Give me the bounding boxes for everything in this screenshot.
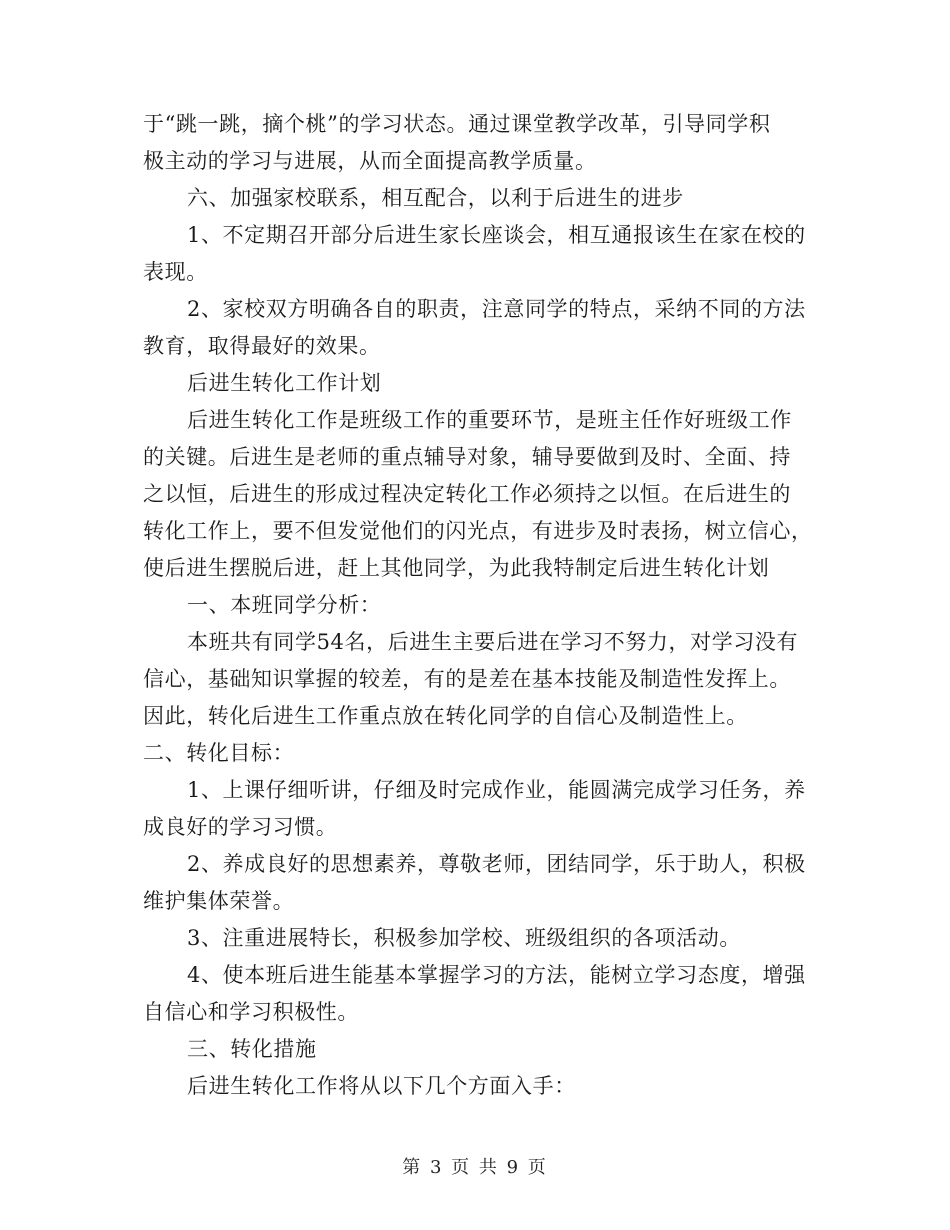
- text-line: 转化工作上，要不但发觉他们的闪光点，有进步及时表扬，树立信心，: [143, 519, 813, 543]
- paragraph: [143, 402, 813, 587]
- paragraph: [143, 1068, 807, 1105]
- text-line: 因此，转化后进生工作重点放在转化同学的自信心及制造性上。: [143, 704, 748, 728]
- text-line: 后进生转化工作是班级工作的重要环节，是班主任作好班级工作: [187, 408, 792, 432]
- document-body: [143, 106, 813, 1105]
- list-item: [143, 846, 807, 920]
- section-heading: [143, 1031, 807, 1068]
- text-line: 成良好的学习习惯。: [143, 815, 338, 839]
- list-item: [143, 772, 807, 846]
- text-line: 4、使本班后进生能基本掌握学习的方法，能树立学习态度，增强: [187, 963, 806, 987]
- text-line: 2、家校双方明确各自的职责，注意同学的特点，采纳不同的方法: [187, 297, 806, 321]
- page-number: 第 3 页 共 9 页: [402, 1157, 548, 1178]
- text-line: 一、本班同学分析：: [187, 593, 382, 617]
- list-item: [143, 957, 807, 1031]
- paragraph: [143, 624, 807, 735]
- section-heading: [143, 735, 807, 772]
- text-line: 的关键。后进生是老师的重点辅导对象，辅导要做到及时、全面、持: [143, 445, 791, 469]
- section-heading: [143, 180, 807, 217]
- text-line: 2、养成良好的思想素养，尊敬老师，团结同学，乐于助人，积极: [187, 852, 806, 876]
- text-line: 之以恒，后进生的形成过程决定转化工作必须持之以恒。在后进生的: [143, 482, 791, 506]
- text-line: 本班共有同学54名，后进生主要后进在学习不努力，对学习没有: [187, 630, 799, 654]
- text-line: 极主动的学习与进展，从而全面提高教学质量。: [143, 149, 597, 173]
- text-line: 1、上课仔细听讲，仔细及时完成作业，能圆满完成学习任务，养: [187, 778, 806, 802]
- text-line: 六、加强家校联系，相互配合，以利于后进生的进步: [187, 186, 684, 210]
- text-line: 于“跳一跳，摘个桃”的学习状态。通过课堂教学改革，引导同学积: [143, 112, 771, 136]
- text-line: 信心，基础知识掌握的较差，有的是差在基本技能及制造性发挥上。: [143, 667, 791, 691]
- list-item: [143, 920, 807, 957]
- document-title: [143, 365, 807, 402]
- list-item: [143, 291, 807, 365]
- paragraph: [143, 106, 807, 180]
- text-line: 二、转化目标：: [143, 741, 295, 765]
- text-line: 三、转化措施: [187, 1037, 317, 1061]
- text-line: 后进生转化工作将从以下几个方面入手：: [187, 1074, 576, 1098]
- text-line: 1、不定期召开部分后进生家长座谈会，相互通报该生在家在校的: [187, 223, 806, 247]
- text-line: 维护集体荣誉。: [143, 889, 295, 913]
- section-heading: [143, 587, 807, 624]
- text-line: 3、注重进展特长，积极参加学校、班级组织的各项活动。: [187, 926, 741, 950]
- text-line: 后进生转化工作计划: [187, 371, 382, 395]
- text-line: 使后进生摆脱后进，赶上其他同学，为此我特制定后进生转化计划: [143, 556, 770, 580]
- text-line: 自信心和学习积极性。: [143, 1000, 359, 1024]
- list-item: [143, 217, 807, 291]
- text-line: 表现。: [143, 260, 208, 284]
- text-line: 教育，取得最好的效果。: [143, 334, 381, 358]
